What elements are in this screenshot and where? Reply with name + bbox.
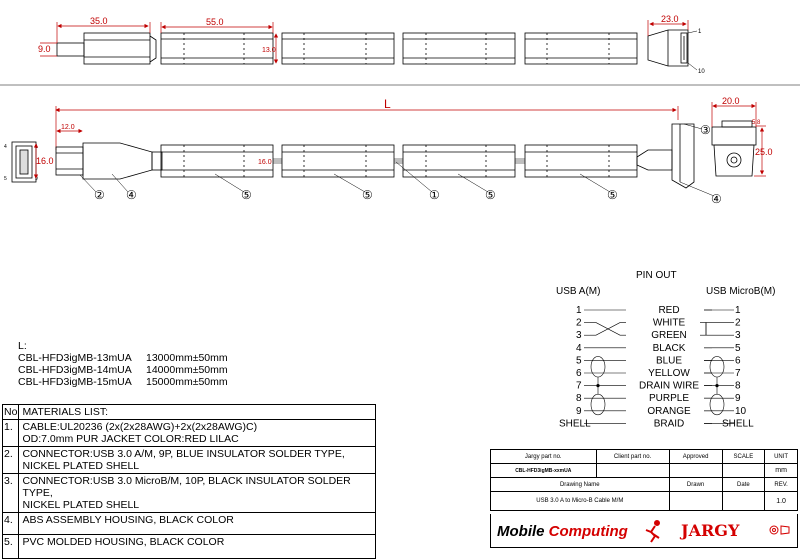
callout-5: ⑤ xyxy=(362,188,373,202)
drawing-name: USB 3.0 A to Micro-B Cable M/M xyxy=(491,492,670,511)
wire-color-label: PURPLE xyxy=(648,393,690,405)
unit-label: UNIT xyxy=(765,450,798,464)
materials-header-row: No MATERIALS LIST: xyxy=(3,405,376,420)
pin-right-label: 1 xyxy=(735,305,741,316)
wire-color-label: RED xyxy=(658,305,680,316)
materials-row: 1. CABLE:UL20236 (2x(2x28AWG)+2x(2x28AWG)C) OD:7.0mm PUR JACKET COLOR:RED LILAC xyxy=(3,420,376,447)
usb-a-plug-side-view xyxy=(56,143,162,179)
pinout-left-header: USB A(M) xyxy=(556,286,601,297)
scale-value xyxy=(722,464,765,478)
a-face-pin-4: 4 xyxy=(4,144,7,150)
drawing-name-label: Drawing Name xyxy=(491,478,670,492)
cable-length-dimension xyxy=(56,106,678,150)
molding-bottom-3 xyxy=(403,145,515,177)
date-label: Date xyxy=(722,478,765,492)
approved-label: Approved xyxy=(669,450,722,464)
molding-bottom-2 xyxy=(282,145,394,177)
a-face-pin-5: 5 xyxy=(4,176,7,182)
plug-height-dim: 9.0 xyxy=(38,44,51,54)
wire-color-label: YELLOW xyxy=(648,368,690,379)
a-face-pin-1: 1 xyxy=(35,144,38,150)
wire-color-label: GREEN xyxy=(651,330,687,342)
client-part-label: Client part no. xyxy=(596,450,669,464)
date-value xyxy=(722,492,765,511)
length-row: CBL-HFD3igMB-14mUA 14000mm±50mm xyxy=(18,364,228,376)
runner-icon xyxy=(646,521,659,542)
drain-node xyxy=(596,384,599,387)
pin-left-label: 7 xyxy=(576,380,582,392)
logo-strip xyxy=(490,514,798,548)
callout-3: ③ xyxy=(700,123,711,137)
callout-4: ④ xyxy=(126,188,137,202)
micro-pin-10-label: 10 xyxy=(698,69,705,75)
pin-right-label: 2 xyxy=(735,317,741,329)
unit-value: mm xyxy=(765,464,798,478)
drain-node xyxy=(715,384,718,387)
pin-left-label: 9 xyxy=(576,405,582,417)
molding-bottom-4 xyxy=(525,145,637,177)
mobile-computing-logo: Mobile Computing xyxy=(497,523,628,540)
length-row: CBL-HFD3igMB-15mUA 15000mm±50mm xyxy=(18,376,228,388)
usb-a-face xyxy=(12,142,36,182)
rev-value: 1.0 xyxy=(765,492,798,511)
pin-left-label: 1 xyxy=(576,305,582,316)
wire-color-label: BLUE xyxy=(655,355,683,367)
approved-value xyxy=(669,464,722,478)
wire-color-label: BLACK xyxy=(652,342,686,354)
molding-bottom-1 xyxy=(161,145,273,177)
pin-left-label: 5 xyxy=(576,355,582,367)
shield-ellipse xyxy=(710,356,724,377)
callout-5: ⑤ xyxy=(241,188,252,202)
a-end-length-dim: 12.0 xyxy=(61,124,75,131)
scale-label: SCALE xyxy=(722,450,765,464)
materials-row: 4. ABS ASSEMBLY HOUSING, BLACK COLOR xyxy=(3,513,376,535)
pin-right-label: 9 xyxy=(735,393,741,405)
pin-right-label: 6 xyxy=(735,355,741,367)
micro-length-dim: 23.0 xyxy=(661,14,679,24)
plug-length-dim: 35.0 xyxy=(90,16,108,26)
a-end-height-dim: 16.0 xyxy=(36,156,54,166)
a-face-pin-9: 9 xyxy=(35,176,38,182)
pin-right-label: SHELL xyxy=(722,418,754,430)
molding-height-dim: 13.0 xyxy=(262,47,276,54)
pin-left-label: 8 xyxy=(576,393,582,405)
projection-symbol-icon xyxy=(770,526,789,534)
materials-row: 3. CONNECTOR:USB 3.0 MicroB/M, 10P, BLACK INSULATOR SOLDER TYPE, NICKEL PLATED SHELL xyxy=(3,474,376,513)
cable-length-label: L xyxy=(384,97,391,111)
shield-ellipse xyxy=(591,356,605,377)
callout-1: ① xyxy=(429,188,440,202)
plug-dimension xyxy=(40,22,150,56)
molding-top-1 xyxy=(161,33,273,64)
b-end-small-dim: 5.8 xyxy=(752,120,761,126)
pinout-title: PIN OUT xyxy=(636,270,677,281)
part-number: CBL-HFD3igMB-xxmUA xyxy=(491,464,597,478)
callout-5: ⑤ xyxy=(607,188,618,202)
twist-line xyxy=(590,323,626,336)
twist-line xyxy=(700,323,712,336)
wire-color-label: WHITE xyxy=(652,317,686,329)
pin-left-label: SHELL xyxy=(559,418,591,430)
molding-height2-dim: 16.0 xyxy=(258,159,272,166)
micro-end-view xyxy=(712,121,756,176)
length-heading: L: xyxy=(18,340,27,352)
pin-right-label: 3 xyxy=(735,330,741,342)
drawn-label: Drawn xyxy=(669,478,722,492)
pin-left-label: 2 xyxy=(576,317,582,329)
length-list xyxy=(18,340,228,388)
micro-pin-1-label: 1 xyxy=(698,29,702,35)
shield-ellipse xyxy=(710,394,724,415)
molding-length-dim: 55.0 xyxy=(206,17,224,27)
a-end-dimension xyxy=(36,131,82,178)
callout-5: ⑤ xyxy=(485,188,496,202)
pin-left-label: 6 xyxy=(576,368,582,379)
shield-ellipse xyxy=(591,394,605,415)
jargy-logo: JARGY xyxy=(681,521,740,540)
molding-dimension xyxy=(161,22,276,63)
micro-plug-side-view xyxy=(637,124,694,188)
molding-top-4 xyxy=(525,33,637,64)
callout-4: ④ xyxy=(711,192,722,206)
molding-top-2 xyxy=(282,33,394,64)
micro-plug-top-view xyxy=(648,30,688,66)
pin-right-label: 7 xyxy=(735,368,741,379)
pinout-rows xyxy=(559,305,754,429)
length-row: CBL-HFD3igMB-13mUA 13000mm±50mm xyxy=(18,352,228,364)
rev-label: REV. xyxy=(765,478,798,492)
materials-row: 5. PVC MOLDED HOUSING, BLACK COLOR xyxy=(3,535,376,559)
wire-color-label: DRAIN WIRE xyxy=(639,380,699,392)
pin-left-label: 4 xyxy=(576,342,582,354)
molding-top-3 xyxy=(403,33,515,64)
materials-row: 2. CONNECTOR:USB 3.0 A/M, 9P, BLUE INSULATOR SOLDER TYPE, NICKEL PLATED SHELL xyxy=(3,447,376,474)
drawn-value xyxy=(669,492,722,511)
pin-right-label: 10 xyxy=(735,405,747,417)
b-end-height-dim: 25.0 xyxy=(755,147,773,157)
wire-color-label: BRAID xyxy=(653,418,685,430)
pinout-right-header: USB MicroB(M) xyxy=(706,286,776,297)
pin-right-label: 8 xyxy=(735,380,741,392)
pin-right-label: 5 xyxy=(735,342,741,354)
usb-a-plug-top-view xyxy=(57,33,156,64)
materials-table xyxy=(2,404,376,559)
title-block xyxy=(490,449,798,511)
b-end-length-dim: 20.0 xyxy=(722,96,740,106)
pin-left-label: 3 xyxy=(576,330,582,342)
jargy-part-label: Jargy part no. xyxy=(491,450,597,464)
wire-color-label: ORANGE xyxy=(647,405,691,417)
callout-2: ② xyxy=(94,188,105,202)
client-part-value xyxy=(596,464,669,478)
